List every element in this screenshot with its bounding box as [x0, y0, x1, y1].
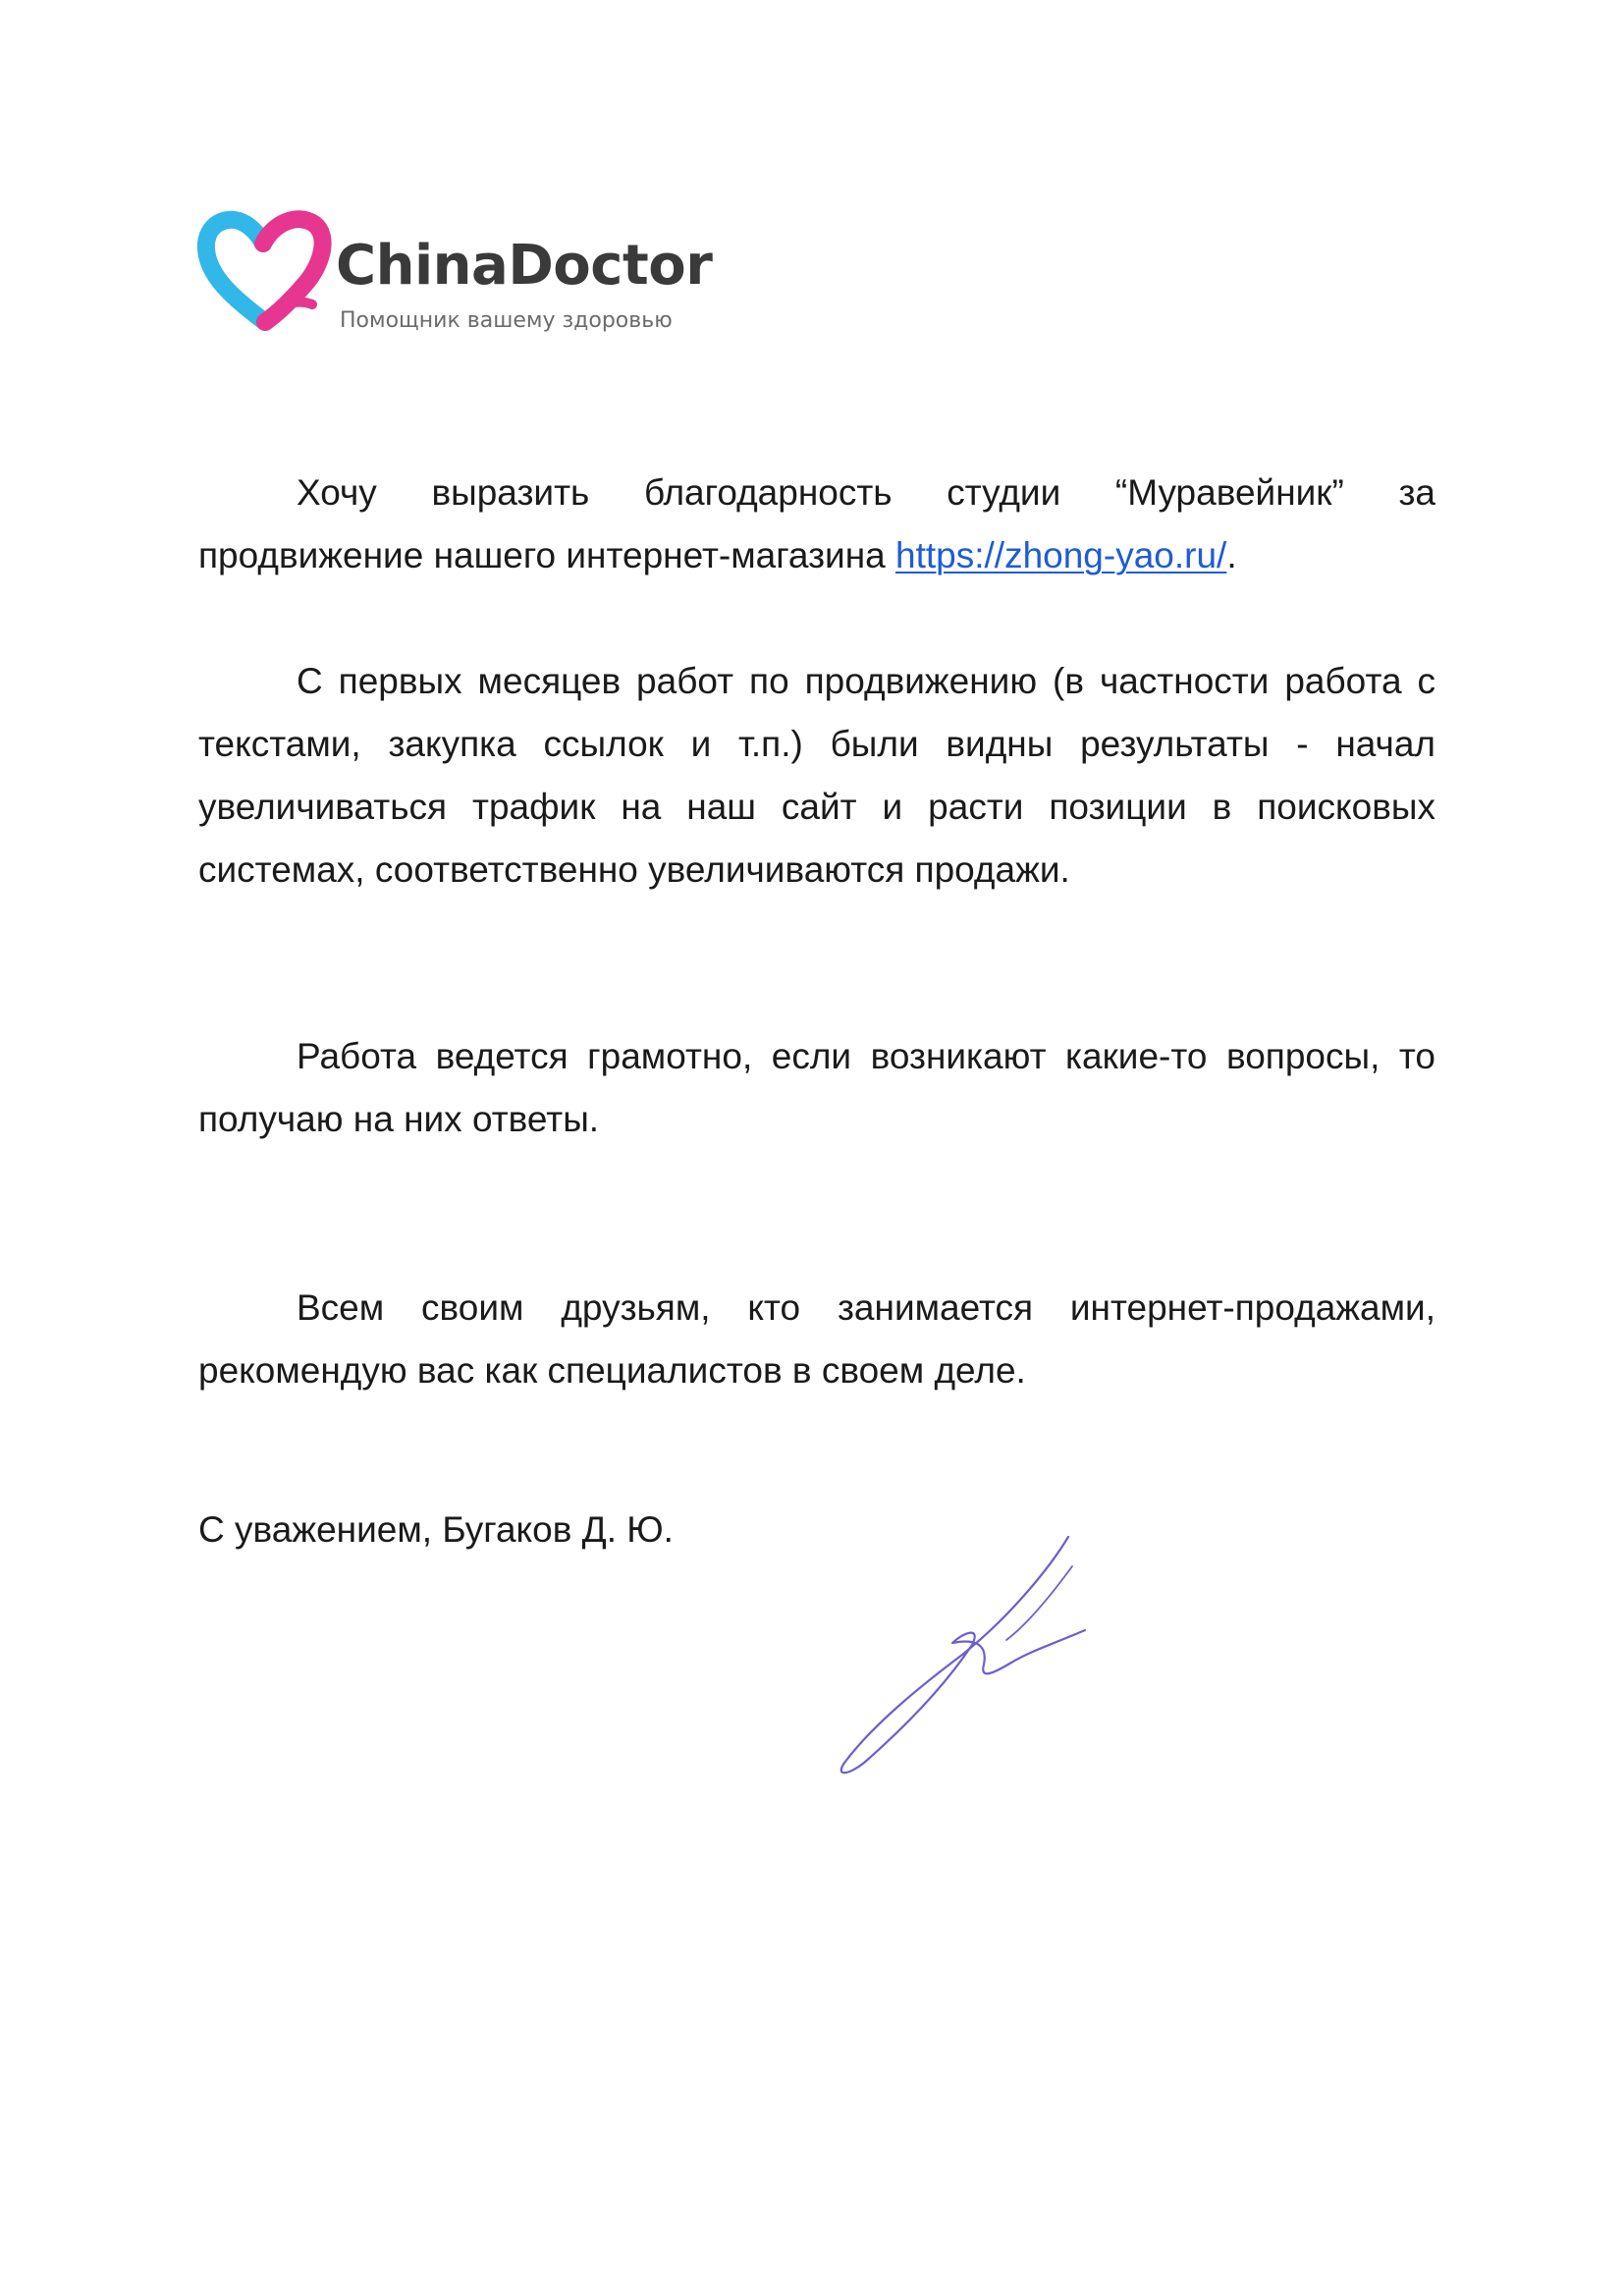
paragraph-text: Хочу выразить благодарность студии “Муравейник” за продвижение нашего интернет-магазина	[198, 472, 1435, 575]
paragraph-results: С первых месяцев работ по продвижению (в частности работа с текстами, закупка ссылок и т.п.) были видны результаты - начал увеличиваться трафик на наш сайт и расти позиции в поисковых системах, соответственно увеличиваются продажи.	[198, 661, 1435, 890]
paragraph-text: .	[1226, 535, 1237, 575]
handwritten-signature	[815, 1527, 1110, 1782]
paragraph-gratitude	[198, 462, 1435, 587]
company-logo	[196, 206, 746, 344]
closing-signoff: С уважением, Бугаков Д. Ю.	[198, 1509, 674, 1550]
heart-ribbon-icon	[196, 206, 334, 334]
paragraph-quality: Работа ведется грамотно, если возникают какие-то вопросы, то получаю на них ответы.	[198, 1036, 1435, 1139]
website-link[interactable]: https://zhong-yao.ru/	[895, 535, 1227, 575]
logo-title: ChinaDoctor	[336, 234, 713, 298]
paragraph-recommendation: Всем своим друзьям, кто занимается интернет-продажами, рекомендую вас как специалистов в своем деле.	[198, 1287, 1435, 1391]
letter-body	[198, 462, 1435, 1402]
logo-tagline: Помощник вашему здоровью	[340, 308, 673, 333]
